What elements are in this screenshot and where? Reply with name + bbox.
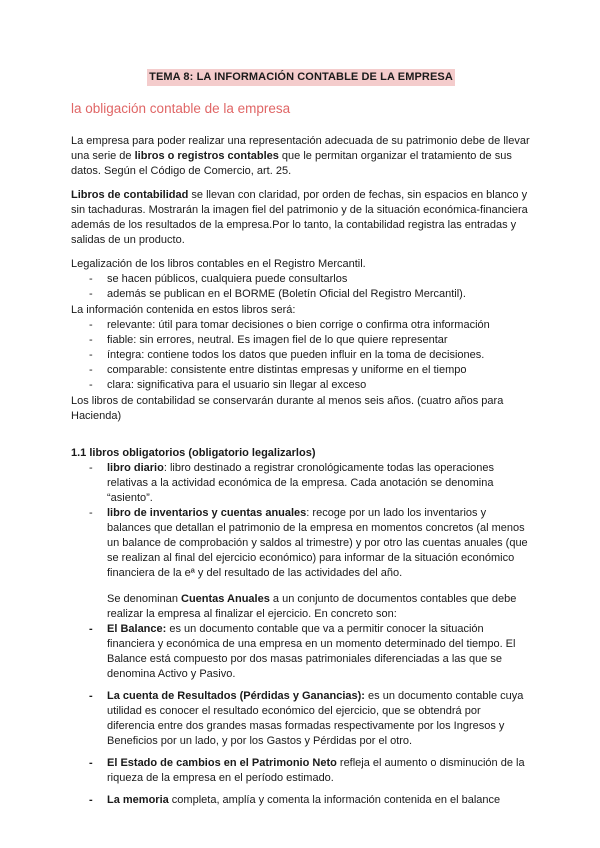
bold-run: La memoria: [107, 794, 169, 806]
list-item-text: fiable: sin errores, neutral. Es imagen fiel de lo que quiere representar: [107, 334, 448, 346]
dash-marker: -: [89, 757, 93, 769]
section-subtitle: la obligación contable de la empresa: [71, 101, 291, 116]
list-item: [71, 287, 531, 302]
list-item-text: además se publican en el BORME (Boletín Oficial del Registro Mercantil).: [107, 288, 466, 300]
list-item-text: íntegra: contiene todos los datos que pueden influir en la toma de decisiones.: [107, 349, 485, 361]
bold-run: El Estado de cambios en el Patrimonio Neto: [107, 757, 337, 769]
text-run: Se denominan: [107, 593, 181, 605]
list-item: [71, 333, 531, 348]
dash-marker: -: [89, 462, 93, 474]
text-run: La empresa para poder realizar una representación adecuada de su patrimonio debe de llevar una serie de: [71, 135, 530, 162]
list-item: [71, 378, 531, 393]
list-item-text: es un documento contable que va a permitir conocer la situación financiera y económica de una empresa en un momento determinado del tiempo. El Balance está compuesto por dos masas patrimoniales diferenciadas a las que se denomina Activo y Pasivo.: [107, 623, 516, 680]
bold-run: libro diario: [107, 462, 164, 474]
dash-marker: -: [89, 319, 93, 331]
bold-run: libros o registros contables: [134, 150, 279, 162]
dash-marker: -: [89, 623, 93, 635]
list-item-text: se hacen públicos, cualquiera puede consultarlos: [107, 273, 348, 285]
list-item: [71, 272, 531, 287]
dash-marker: -: [89, 507, 93, 519]
list-item-text: refleja el aumento o disminución de la riqueza de la empresa en el período estimado.: [107, 757, 525, 784]
list-item: [71, 793, 531, 808]
bold-run: libro de inventarios y cuentas anuales: [107, 507, 307, 519]
list-caracteristicas: [71, 318, 531, 393]
dash-marker: -: [89, 379, 93, 391]
list-item: [71, 363, 531, 378]
list-legalizacion: [71, 272, 531, 302]
list-item-text: clara: significativa para el usuario sin llegar al exceso: [107, 379, 367, 391]
dash-marker: -: [89, 273, 93, 285]
list-item: [71, 689, 531, 749]
list-item-text: es un documento contable cuya utilidad es conocer el resultado económico del ejercicio, que se obtendrá por diferencia entre dos grandes masas formadas respectivamente por los Ingresos y Beneficios por un lado, y por los Gastos y Pérdidas por el otro.: [107, 690, 524, 747]
bold-run: El Balance:: [107, 623, 167, 635]
bold-run: Libros de contabilidad: [71, 189, 189, 201]
dash-marker: -: [89, 349, 93, 361]
list-item: [71, 756, 531, 786]
list-item: [71, 348, 531, 363]
list-item: [71, 622, 531, 682]
section-heading: 1.1 libros obligatorios (obligatorio legalizarlos): [71, 447, 316, 459]
list-item-text: comparable: consistente entre distintas empresas y uniforme en el tiempo: [107, 364, 467, 376]
dash-marker: -: [89, 364, 93, 376]
list-item-text: : libro destinado a registrar cronológicamente todas las operaciones relativas a la actividad económica de la empresa. Cada anotación se denomina “asiento”.: [107, 462, 495, 504]
list-cuentas-anuales: [71, 622, 531, 808]
paragraph-libros: [71, 188, 531, 248]
paragraph-informacion: La información contenida en estos libros será:: [71, 304, 296, 316]
list-item-text: : recoge por un lado los inventarios y balances que detallan el patrimonio de la empresa en momentos concretos (al menos un balance de comprobación y saldos al trimestre) y por otro las cuentas anuales (que se realizan al final del ejercicio económico) para informar de la situación económico financiera de la eª y del resultado de las actividades del año.: [107, 507, 528, 579]
dash-marker: -: [89, 334, 93, 346]
list-item: [71, 318, 531, 333]
page-title: TEMA 8: LA INFORMACIÓN CONTABLE DE LA EMPRESA: [147, 69, 455, 86]
bold-run: La cuenta de Resultados (Pérdidas y Ganancias):: [107, 690, 365, 702]
text-run: a un conjunto de documentos contables que debe realizar la empresa al finalizar el ejercicio. En concreto son:: [107, 593, 517, 620]
list-item-text: completa, amplía y comenta la información contenida en el balance: [168, 794, 501, 806]
dash-marker: -: [89, 690, 93, 702]
list-item: [71, 506, 531, 581]
list-item: [71, 461, 531, 506]
list-libros-obligatorios: [71, 461, 531, 581]
dash-marker: -: [89, 288, 93, 300]
document-body: [71, 0, 531, 808]
title-wrap: [71, 69, 531, 86]
paragraph-cuentas-anuales: [71, 592, 531, 622]
bold-run: Cuentas Anuales: [181, 593, 270, 605]
list-item-text: relevante: útil para tomar decisiones o bien corrige o confirma otra información: [107, 319, 490, 331]
dash-marker: -: [89, 794, 93, 806]
paragraph-legalizacion: Legalización de los libros contables en el Registro Mercantil.: [71, 258, 366, 270]
text-run: que le permitan organizar el tratamiento de sus datos. Según el Código de Comercio, art. 25.: [71, 150, 512, 177]
paragraph-conservacion: Los libros de contabilidad se conservarán durante al menos seis años. (cuatro años para Hacienda): [71, 395, 504, 422]
paragraph-intro: [71, 134, 531, 179]
text-run: se llevan con claridad, por orden de fechas, sin espacios en blanco y sin tachaduras. Mostrarán la imagen fiel del patrimonio y de la situación económica-financiera además de los resultados de la empresa.Por lo tanto, la contabilidad registra las entradas y salidas de un producto.: [71, 189, 528, 246]
